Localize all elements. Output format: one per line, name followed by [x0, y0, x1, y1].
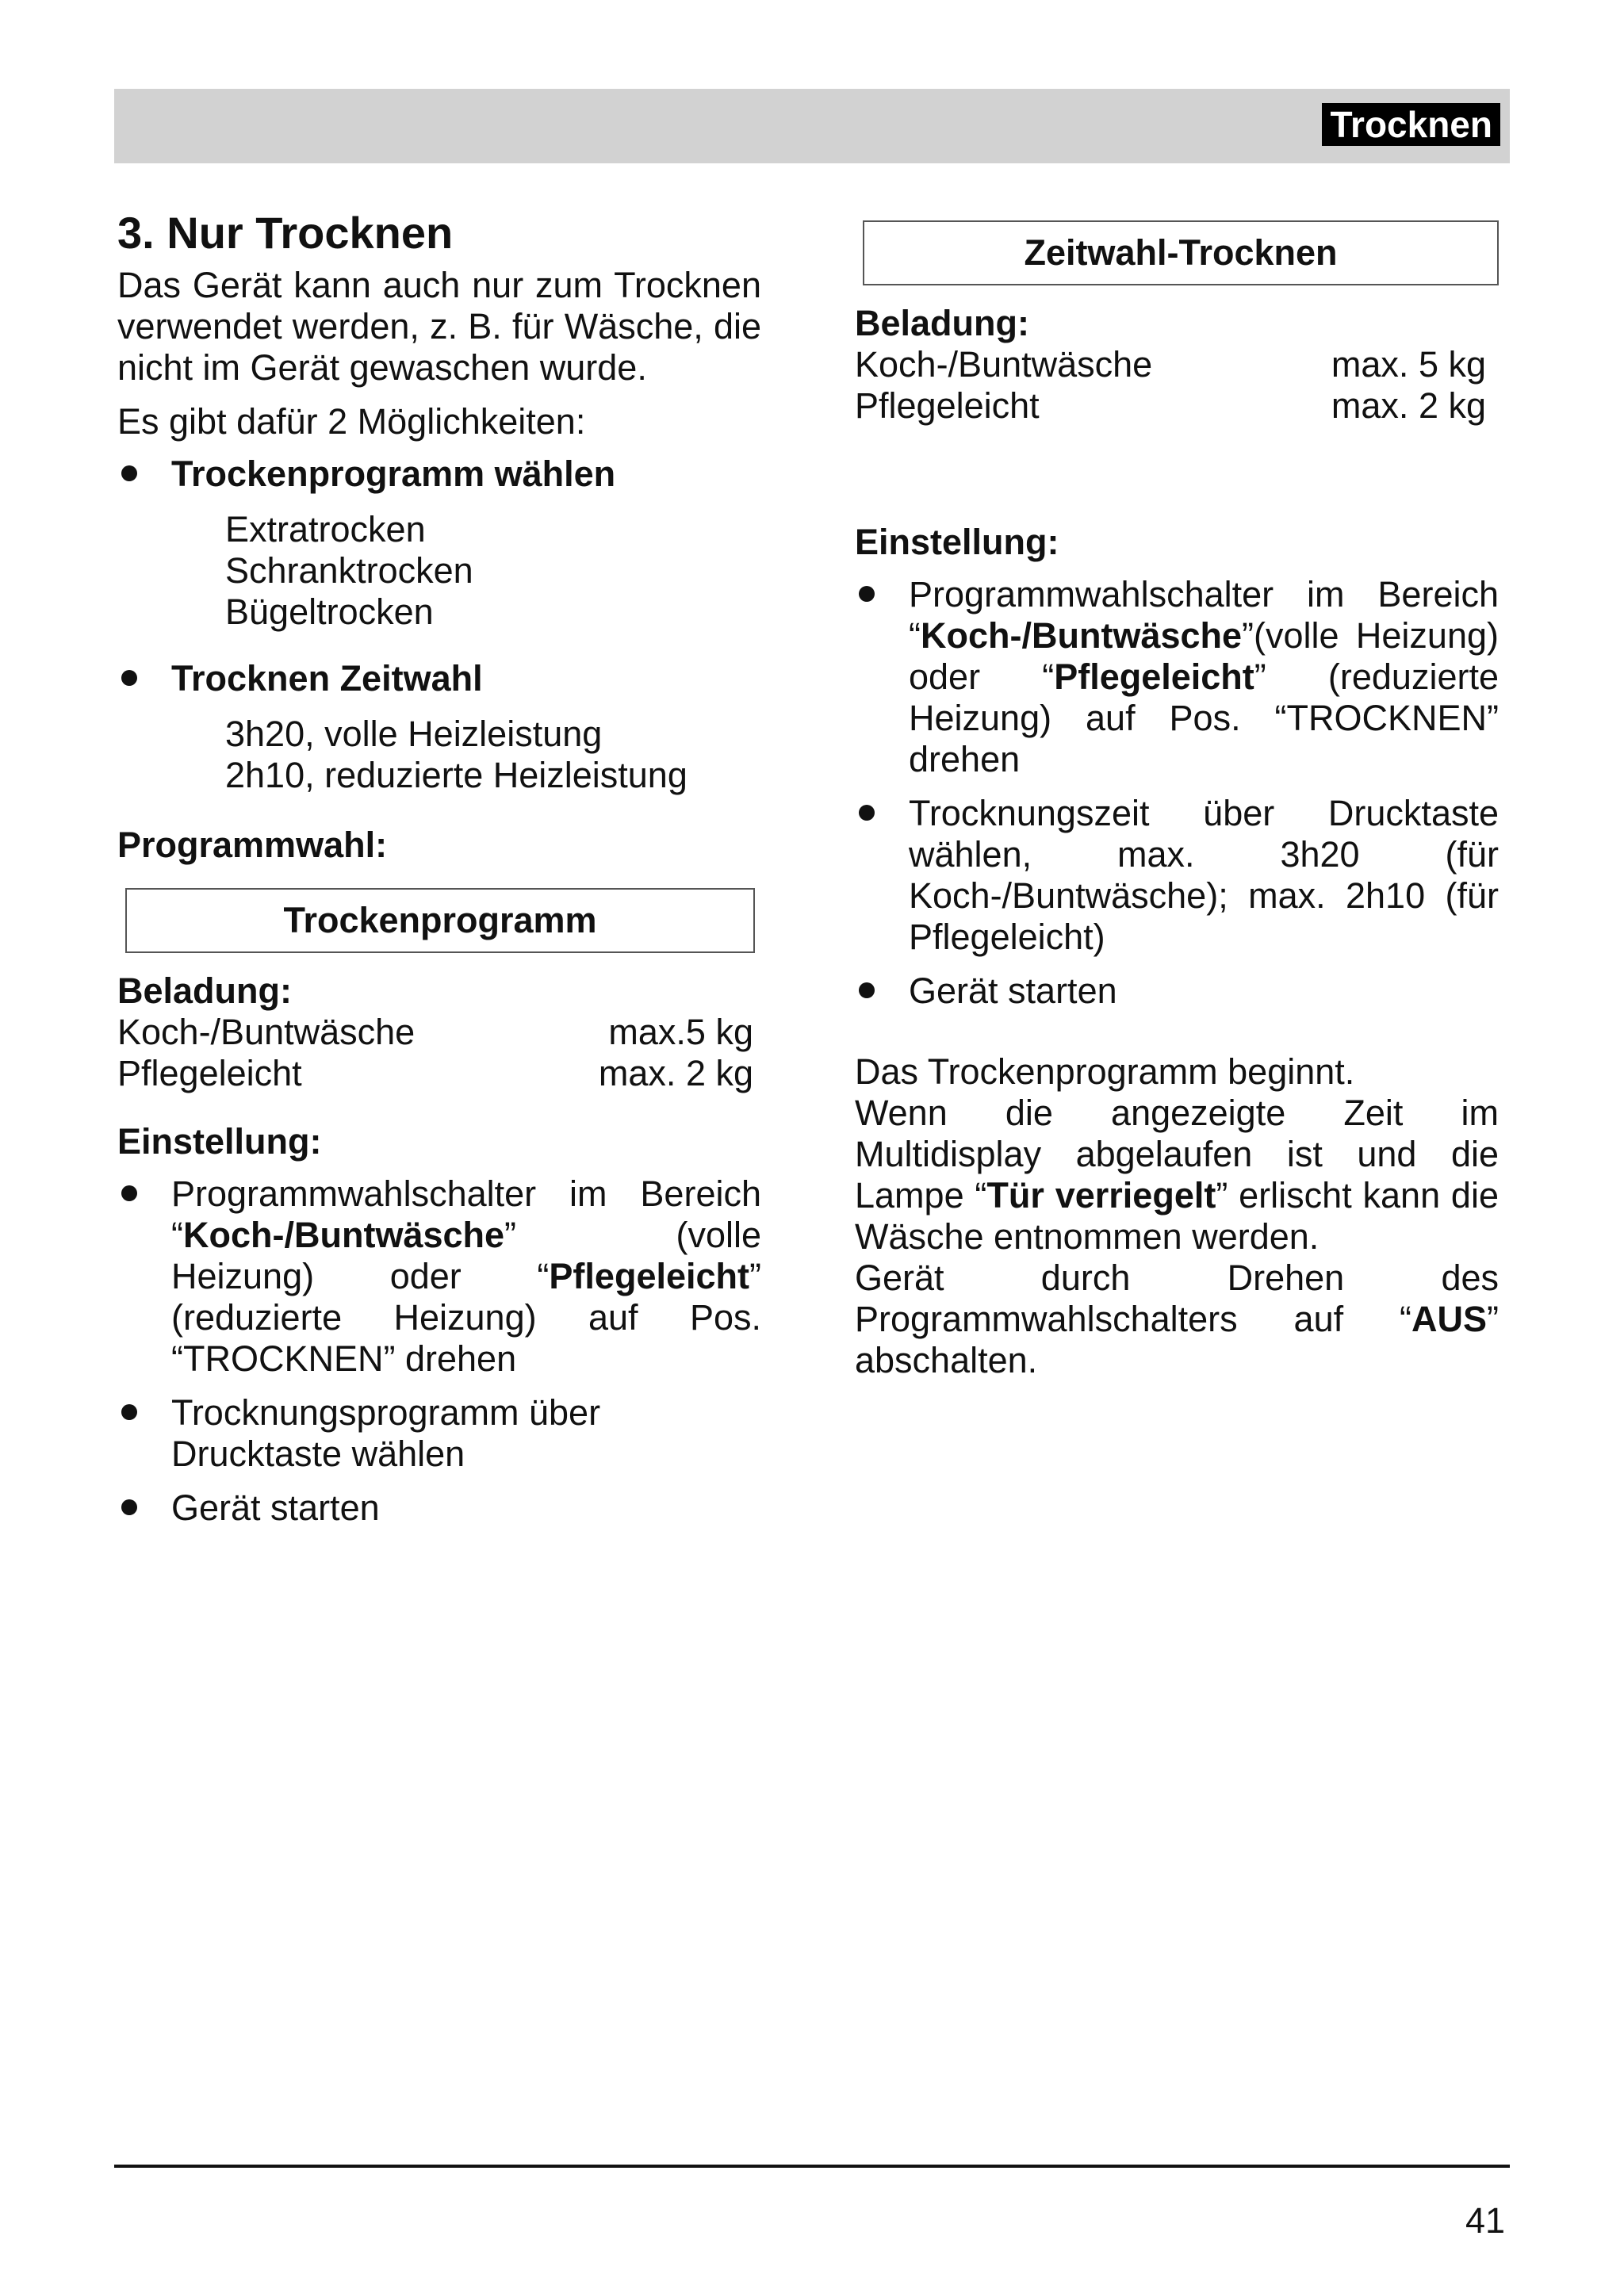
load-value: max. 2 kg [598, 1053, 753, 1093]
bullet-icon [121, 670, 137, 686]
step-text: Gerät starten [171, 1487, 380, 1528]
bullet-icon [859, 982, 875, 998]
setting-step [855, 793, 1499, 958]
load-value: max. 5 kg [1331, 344, 1486, 385]
step-emphasis: Koch-/Buntwäsche [921, 615, 1243, 656]
section-title: 3. Nur Trocknen [117, 208, 454, 258]
step-text: ” (reduzierte Heizung) auf Pos. “TROCKNEN” drehen [171, 1256, 761, 1379]
bullet-icon [121, 1185, 137, 1201]
option-drying-program [117, 454, 761, 495]
header-bar [114, 89, 1510, 163]
step-emphasis: Pflegeleicht [1054, 657, 1254, 697]
step-emphasis: Pflegeleicht [549, 1256, 749, 1296]
step-emphasis: Koch-/Buntwäsche [183, 1215, 505, 1255]
list-item: 2h10, reduzierte Heizleistung [225, 755, 688, 795]
switch-off-paragraph: Gerät durch Drehen des Programmwahlschalters auf “AUS” abschalten. [855, 1258, 1499, 1380]
footer-rule [114, 2165, 1510, 2168]
step-text: ” (reduzierte Heizung) auf Pos. “TROCKNEN” drehen [909, 657, 1499, 779]
left-column [117, 208, 761, 1529]
load-table [117, 1012, 761, 1094]
load-table [855, 344, 1499, 427]
load-row [117, 1012, 753, 1053]
intro-paragraph: Das Gerät kann auch nur zum Trocknen verwendet werden, z. B. für Wäsche, die nicht im Gerät gewaschen wurde. [117, 265, 761, 388]
load-value: max.5 kg [608, 1012, 753, 1052]
program-begins-text: Das Trockenprogramm beginnt. [855, 1051, 1355, 1092]
load-heading: Beladung: [855, 303, 1029, 343]
section-tag: Trocknen [1322, 103, 1500, 146]
bullet-icon [859, 805, 875, 821]
lamp-label: Tür verriegelt [986, 1175, 1216, 1215]
right-column [855, 208, 1499, 1381]
setting-step [117, 1487, 761, 1529]
step-text: ” (volle Heizung) oder “ [171, 1215, 761, 1296]
load-label: Pflegeleicht [117, 1053, 302, 1093]
option-timed-drying [117, 658, 761, 699]
bullet-icon [121, 1404, 137, 1420]
list-item: Extratrocken [225, 509, 426, 549]
list-item: Schranktrocken [225, 550, 473, 591]
step-text: Programmwahlschalter im Bereich “ [171, 1173, 761, 1255]
page-number: 41 [1465, 2200, 1505, 2241]
unload-paragraph: Wenn die angezeigte Zeit im Multidisplay abgelaufen ist und die Lampe “Tür verriegelt” erlischt kann die Wäsche entnommen werden. [855, 1093, 1499, 1257]
load-value: max. 2 kg [1331, 385, 1486, 426]
step-text: Programmwahlschalter im Bereich “ [909, 574, 1499, 656]
step-text: Trocknungszeit über Drucktaste wählen, max. 3h20 (für Koch-/Buntwäsche); max. 2h10 (für Pflegeleicht) [909, 793, 1499, 957]
off-label: AUS [1411, 1299, 1487, 1339]
bullet-icon [121, 465, 137, 481]
setting-step [117, 1392, 761, 1475]
option-program-list [117, 509, 761, 633]
load-label: Koch-/Buntwäsche [855, 344, 1153, 385]
setting-step [855, 970, 1499, 1012]
step-text: ”(volle Heizung) oder “ [909, 615, 1499, 697]
load-row [855, 385, 1486, 427]
program-choice-heading: Programmwahl: [117, 825, 388, 865]
list-item: Bügeltrocken [225, 591, 434, 632]
timed-box-label: Zeitwahl-Trocknen [1024, 232, 1338, 273]
load-row [117, 1053, 753, 1094]
program-box [125, 888, 755, 953]
load-heading: Beladung: [117, 970, 292, 1011]
setting-step [855, 574, 1499, 780]
options-intro: Es gibt dafür 2 Möglichkeiten: [117, 401, 586, 442]
setting-heading: Einstellung: [117, 1121, 322, 1162]
step-text: Trocknungsprogramm über Drucktaste wählen [171, 1392, 601, 1474]
load-row [855, 344, 1486, 385]
step-text: Gerät starten [909, 970, 1117, 1011]
program-box-label: Trockenprogramm [283, 900, 597, 940]
timed-box [863, 220, 1499, 285]
list-item: 3h20, volle Heizleistung [225, 714, 603, 754]
load-label: Pflegeleicht [855, 385, 1040, 426]
option-time-list [117, 714, 761, 796]
bullet-icon [121, 1499, 137, 1515]
option-title: Trocknen Zeitwahl [171, 658, 483, 699]
setting-heading: Einstellung: [855, 522, 1059, 562]
setting-step [117, 1173, 761, 1380]
load-label: Koch-/Buntwäsche [117, 1012, 416, 1052]
bullet-icon [859, 586, 875, 602]
option-title: Trockenprogramm wählen [171, 454, 616, 494]
